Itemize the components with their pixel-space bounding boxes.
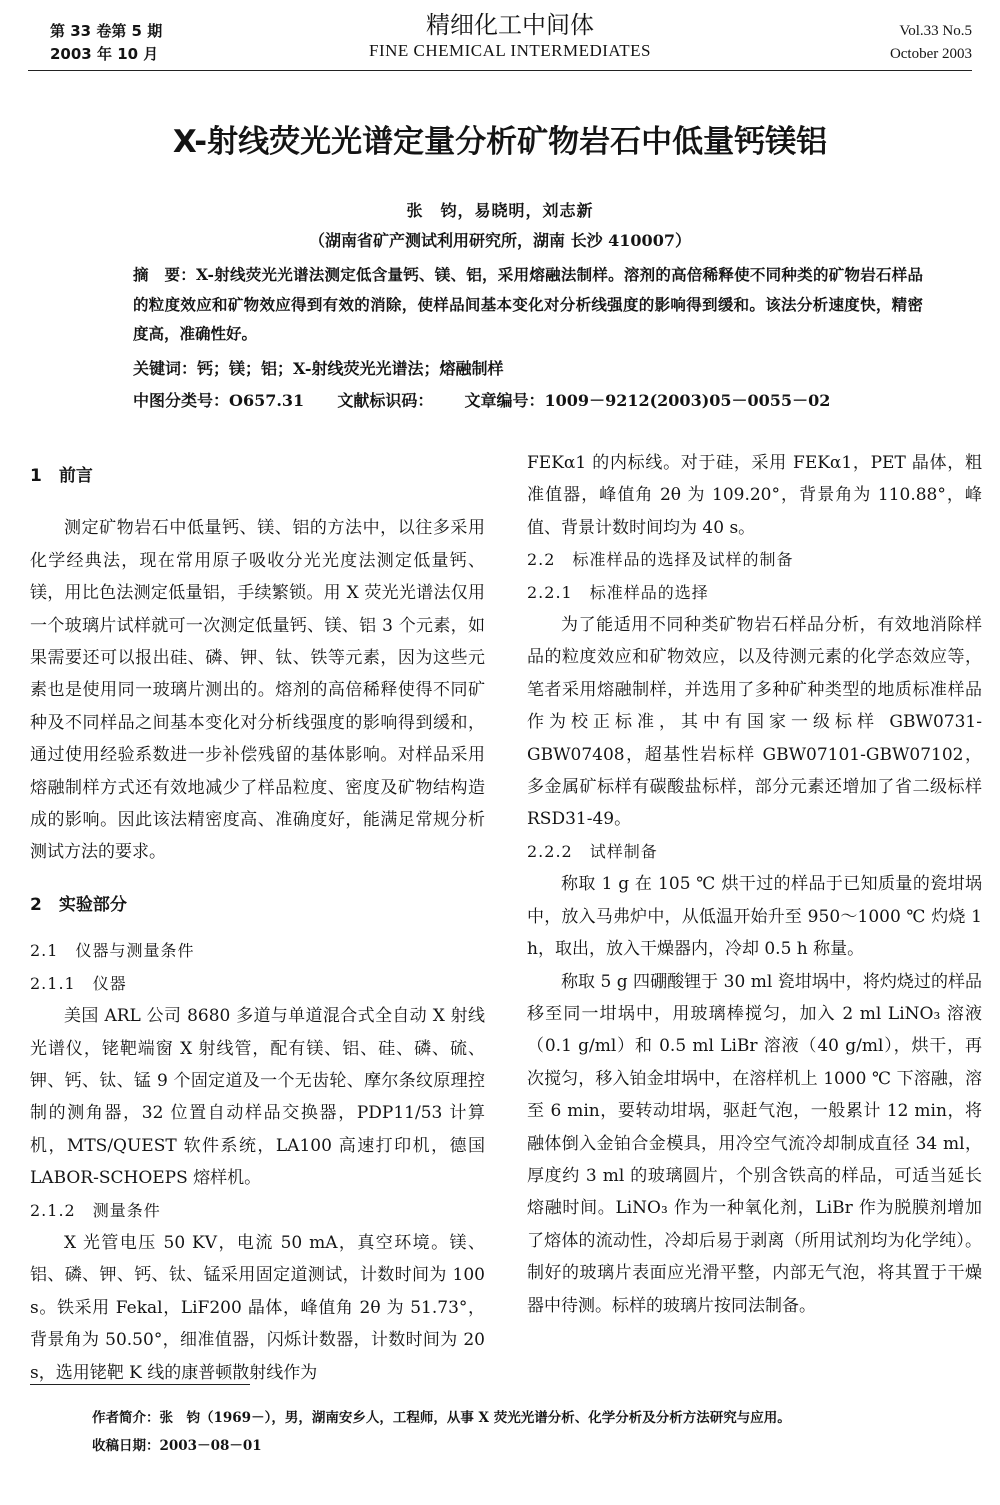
- section-1-paragraph: 测定矿物岩石中低量钙、镁、铝的方法中，以往多采用化学经典法，现在常用原子吸收分光光度法测定低量钙、镁，用比色法测定低量铝，手续繁锁。用 X 荧光光谱法仅用一个玻璃片试样就可一次测定低量钙、镁、铝 3 个元素，如果需要还可以报出硅、磷、钾、钛、铁等元素，因为这些元素也是使用同一玻璃片测出的。熔剂的高倍稀释使得不同矿种及不同样品之间基本变化对分析线强度的影响得到缓和，通过使用经验系数进一步补偿残留的基体影响。对样品采用熔融制样方式还有效地减少了样品粒度、密度及矿物结构造成的影响。因此该法精密度高、准确度好，能满足常规分析测试方法的要求。: [30, 518, 485, 863]
- section-2-1-1-heading: 2.1.1 仪器: [30, 973, 127, 993]
- section-2-1-heading: 2.1 仪器与测量条件: [30, 941, 195, 961]
- author-affiliation: （湖南省矿产测试利用研究所，湖南 长沙 410007）: [309, 231, 691, 250]
- keywords: [133, 357, 933, 381]
- doc-code-label: 文献标识码：: [337, 391, 434, 410]
- section-2-1-1-paragraph: 美国 ARL 公司 8680 多道与单道混合式全自动 X 射线光谱仪，铑靶端窗 X 射线管，配有镁、铝、硅、磷、硫、钾、钙、钛、锰 9 个固定道及一个无齿轮、摩尔条纹原理控制的测角器，32 位置自动样品交换器，PDP11/53 计算机，MTS/QUEST 软件系统，LA100 高速打印机，德国 LABOR-SCHOEPS 熔样机。: [30, 1006, 485, 1189]
- section-2-2-2-heading: 2.2.2 试样制备: [527, 841, 658, 861]
- received-date-value: 2003－08－01: [159, 1438, 262, 1454]
- section-1-heading: 1 前言: [30, 466, 93, 486]
- journal-name-en: FINE CHEMICAL INTERMEDIATES: [368, 41, 652, 60]
- left-column: [30, 460, 485, 1389]
- section-2-2-2-paragraph-2: 称取 5 g 四硼酸锂于 30 ml 瓷坩埚中，将灼烧过的样品移至同一坩埚中，用玻璃棒搅匀，加入 2 ml LiNO₃ 溶液（0.1 g/ml）和 0.5 ml LiBr 溶液（40 g/ml），烘干，再次搅匀，移入铂金坩埚中，在溶样机上 1000 ℃ 下溶融，溶至 6 min，要转动坩埚，驱赶气泡，一般累计 12 min，将融体倒入金铂合金模具，用冷空气流冷却制成直径 34 ml，厚度约 3 ml 的玻璃圆片，个别含铁高的样品，可适当延长熔融时间。LiNO₃ 作为一种氧化剂，LiBr 作为脱膜剂增加了熔体的流动性，冷却后易于剥离（所用试剂均为化学纯）。制好的玻璃片表面应光滑平整，内部无气泡，将其置于干燥器中待测。标样的玻璃片按同法制备。: [527, 971, 982, 1316]
- author-bio-text: 张 钧（1969－），男，湖南安乡人，工程师，从事 X 荧光光谱分析、化学分析及分析方法研究与应用。: [159, 1410, 791, 1426]
- received-date: [92, 1436, 972, 1456]
- section-2-1-2-heading: 2.1.2 测量条件: [30, 1200, 161, 1220]
- classification-line: [133, 389, 933, 413]
- clc-value: O657.31: [229, 391, 305, 410]
- section-2-heading: 2 实验部分: [30, 894, 127, 915]
- received-date-label: 收稿日期：: [92, 1438, 160, 1454]
- date-cn: 2003 年 10 月: [50, 45, 159, 63]
- section-2-1-2-paragraph: X 光管电压 50 KV，电流 50 mA，真空环境。镁、铝、磷、钾、钙、钛、锰采用固定道测试，计数时间为 100 s。铁采用 Fekal，LiF200 晶体，峰值角 2θ 为 51.73°，背景角为 50.50°，细准值器，闪烁计数器，计数时间为 20 s，选用铑靶 K 线的康普顿散射线作为: [30, 1232, 485, 1383]
- clc-label: 中图分类号：: [133, 391, 230, 410]
- keywords-text: 钙；镁；铝；X-射线荧光光谱法；熔融制样: [197, 359, 504, 378]
- author-bio-label: 作者简介：: [92, 1410, 160, 1426]
- section-2-2-heading: 2.2 标准样品的选择及试样的制备: [527, 550, 794, 570]
- volume-en: Vol.33 No.5: [899, 23, 972, 39]
- section-2-2-1-heading: 2.2.1 标准样品的选择: [527, 582, 709, 602]
- author-bio: [92, 1408, 972, 1428]
- article-no-label: 文章编号：: [464, 391, 545, 410]
- keywords-label: 关键词：: [133, 359, 198, 378]
- issue-info-en: [890, 20, 972, 66]
- article-no-value: 1009－9212(2003)05－0055－02: [544, 391, 831, 410]
- section-2-2-1-paragraph: 为了能适用不同种类矿物岩石样品分析，有效地消除样品的粒度效应和矿物效应，以及待测元素的化学态效应等，笔者采用熔融制样，并选用了多种矿种类型的地质标准样品作为校正标准，其中有国家一级标样 GBW0731-GBW07408，超基性岩标样 GBW07101-GBW07102，多金属矿标样有碳酸盐标样，部分元素还增加了省二级标样 RSD31-49。: [527, 615, 982, 830]
- abstract: [133, 260, 923, 348]
- date-en: October 2003: [889, 46, 972, 62]
- right-column: [527, 447, 982, 1322]
- footnote-rule: [30, 1384, 250, 1385]
- abstract-label: 摘 要：: [133, 266, 197, 284]
- header-rule: [28, 70, 972, 71]
- continued-paragraph: FEKα1 的内标线。对于硅，采用 FEKα1，PET 晶体，粗准值器，峰值角 2θ 为 109.20°，背景角为 110.88°，峰值、背景计数时间均为 40 s。: [527, 453, 982, 538]
- article-title: X-射线荧光光谱定量分析矿物岩石中低量钙镁铝: [172, 124, 828, 160]
- journal-name: [300, 10, 720, 62]
- section-2-2-2-paragraph-1: 称取 1 g 在 105 ℃ 烘干过的样品于已知质量的瓷坩埚中，放入马弗炉中，从低温开始升至 950～1000 ℃ 灼烧 1 h，取出，放入干燥器内，冷却 0.5 h 称量。: [527, 874, 982, 960]
- abstract-text: X-射线荧光光谱法测定低含量钙、镁、铝，采用熔融法制样。溶剂的高倍稀释使不同种类的矿物岩石样品的粒度效应和矿物效应得到有效的消除，使样品间基本变化对分析线强度的影响得到缓和。该法分析速度快，精密度高，准确性好。: [133, 265, 923, 343]
- journal-name-cn: 精细化工中间体: [426, 11, 594, 39]
- article-authors: 张 钧，易晓明，刘志新: [406, 201, 594, 220]
- volume-cn: 第 33 卷第 5 期: [50, 22, 163, 40]
- issue-info-cn: [50, 20, 162, 66]
